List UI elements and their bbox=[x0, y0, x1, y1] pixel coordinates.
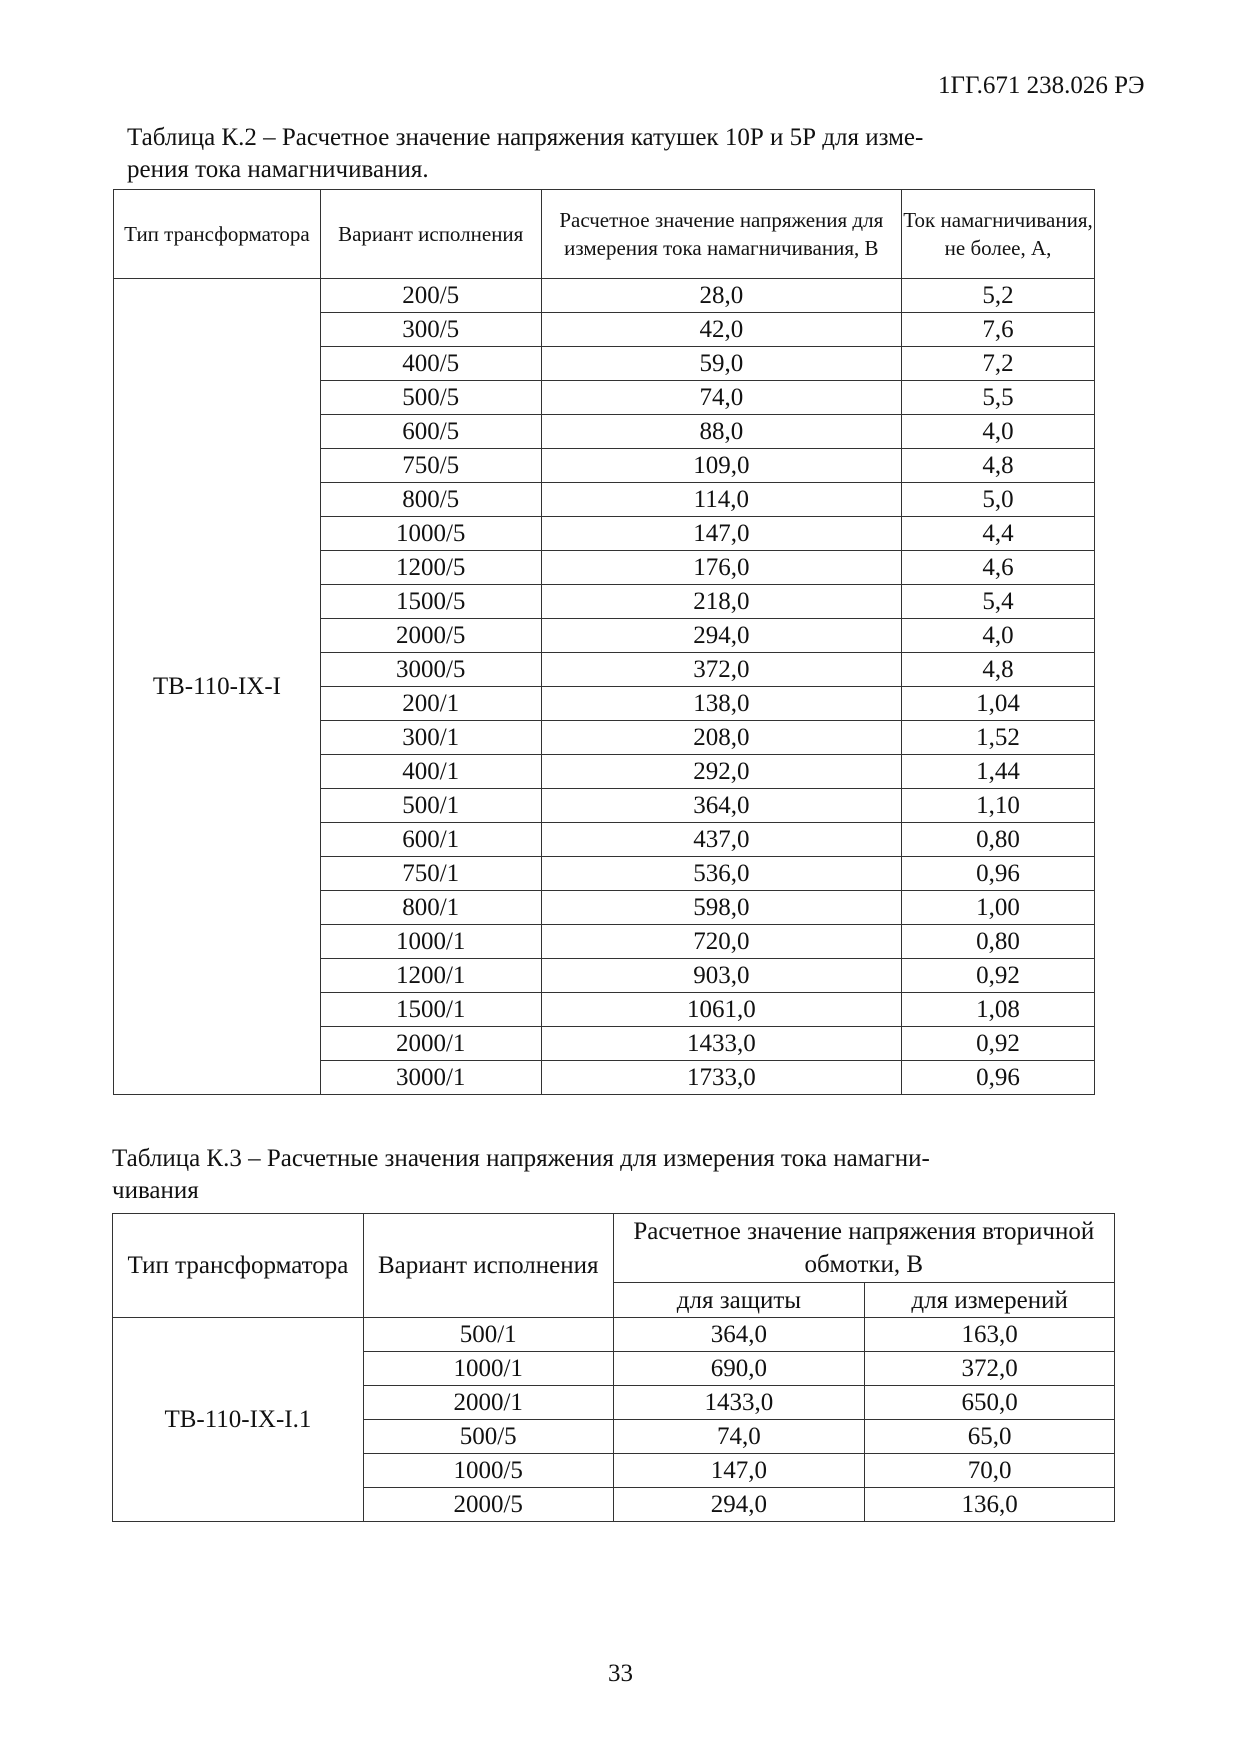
measurement-voltage-cell: 65,0 bbox=[865, 1420, 1115, 1454]
variant-cell: 2000/1 bbox=[363, 1386, 613, 1420]
variant-cell: 2000/5 bbox=[363, 1488, 613, 1522]
current-cell: 1,52 bbox=[902, 721, 1095, 755]
variant-cell: 750/1 bbox=[320, 857, 541, 891]
variant-cell: 800/1 bbox=[320, 891, 541, 925]
protection-voltage-cell: 364,0 bbox=[613, 1318, 865, 1352]
variant-cell: 1200/1 bbox=[320, 959, 541, 993]
table-row bbox=[114, 279, 1095, 313]
current-cell: 1,44 bbox=[902, 755, 1095, 789]
voltage-cell: 1433,0 bbox=[541, 1027, 902, 1061]
variant-cell: 3000/5 bbox=[320, 653, 541, 687]
variant-cell: 800/5 bbox=[320, 483, 541, 517]
current-cell: 1,04 bbox=[902, 687, 1095, 721]
table-k3-caption bbox=[112, 1143, 1112, 1207]
current-cell: 1,10 bbox=[902, 789, 1095, 823]
current-cell: 5,4 bbox=[902, 585, 1095, 619]
page-number: 33 bbox=[608, 1660, 633, 1687]
measurement-voltage-cell: 650,0 bbox=[865, 1386, 1115, 1420]
variant-cell: 500/5 bbox=[320, 381, 541, 415]
variant-cell: 1000/5 bbox=[320, 517, 541, 551]
current-cell: 0,92 bbox=[902, 959, 1095, 993]
voltage-cell: 1061,0 bbox=[541, 993, 902, 1027]
voltage-cell: 42,0 bbox=[541, 313, 902, 347]
header-voltage: Расчетное значение напряжения для измерения тока намагничивания, В bbox=[541, 190, 902, 279]
caption-line: чивания bbox=[112, 1177, 199, 1204]
voltage-cell: 292,0 bbox=[541, 755, 902, 789]
voltage-cell: 720,0 bbox=[541, 925, 902, 959]
voltage-cell: 598,0 bbox=[541, 891, 902, 925]
caption-line: Таблица К.2 – Расчетное значение напряжения катушек 10Р и 5Р для изме- bbox=[127, 124, 924, 151]
header-transformer-type: Тип трансформатора bbox=[114, 190, 321, 279]
variant-cell: 1500/1 bbox=[320, 993, 541, 1027]
current-cell: 7,2 bbox=[902, 347, 1095, 381]
measurement-voltage-cell: 163,0 bbox=[865, 1318, 1115, 1352]
header-variant: Вариант исполнения bbox=[320, 190, 541, 279]
voltage-cell: 176,0 bbox=[541, 551, 902, 585]
variant-cell: 400/1 bbox=[320, 755, 541, 789]
variant-cell: 3000/1 bbox=[320, 1061, 541, 1095]
measurement-voltage-cell: 70,0 bbox=[865, 1454, 1115, 1488]
table-header-row bbox=[113, 1214, 1115, 1283]
voltage-cell: 138,0 bbox=[541, 687, 902, 721]
protection-voltage-cell: 1433,0 bbox=[613, 1386, 865, 1420]
current-cell: 4,6 bbox=[902, 551, 1095, 585]
current-cell: 5,2 bbox=[902, 279, 1095, 313]
voltage-cell: 109,0 bbox=[541, 449, 902, 483]
variant-cell: 500/1 bbox=[320, 789, 541, 823]
variant-cell: 1000/1 bbox=[363, 1352, 613, 1386]
measurement-voltage-cell: 372,0 bbox=[865, 1352, 1115, 1386]
current-cell: 4,8 bbox=[902, 449, 1095, 483]
variant-cell: 1000/1 bbox=[320, 925, 541, 959]
header-variant: Вариант исполнения bbox=[363, 1214, 613, 1318]
voltage-cell: 114,0 bbox=[541, 483, 902, 517]
variant-cell: 1000/5 bbox=[363, 1454, 613, 1488]
table-k2-caption bbox=[127, 122, 1087, 186]
variant-cell: 500/1 bbox=[363, 1318, 613, 1352]
voltage-cell: 372,0 bbox=[541, 653, 902, 687]
protection-voltage-cell: 690,0 bbox=[613, 1352, 865, 1386]
voltage-cell: 88,0 bbox=[541, 415, 902, 449]
voltage-cell: 208,0 bbox=[541, 721, 902, 755]
current-cell: 0,80 bbox=[902, 925, 1095, 959]
current-cell: 5,0 bbox=[902, 483, 1095, 517]
voltage-cell: 28,0 bbox=[541, 279, 902, 313]
transformer-type-cell: ТВ-110-IX-I bbox=[114, 279, 321, 1095]
table-row bbox=[113, 1318, 1115, 1352]
current-cell: 1,00 bbox=[902, 891, 1095, 925]
voltage-cell: 218,0 bbox=[541, 585, 902, 619]
current-cell: 4,4 bbox=[902, 517, 1095, 551]
protection-voltage-cell: 74,0 bbox=[613, 1420, 865, 1454]
current-cell: 4,0 bbox=[902, 415, 1095, 449]
caption-line: Таблица К.3 – Расчетные значения напряжения для измерения тока намагни- bbox=[112, 1145, 930, 1172]
variant-cell: 2000/5 bbox=[320, 619, 541, 653]
header-voltage-group: Расчетное значение напряжения вторичной обмотки, В bbox=[613, 1214, 1114, 1283]
variant-cell: 750/5 bbox=[320, 449, 541, 483]
current-cell: 0,96 bbox=[902, 1061, 1095, 1095]
header-transformer-type: Тип трансформатора bbox=[113, 1214, 364, 1318]
header-protection: для защиты bbox=[613, 1283, 865, 1318]
voltage-cell: 1733,0 bbox=[541, 1061, 902, 1095]
variant-cell: 200/5 bbox=[320, 279, 541, 313]
document-code: 1ГГ.671 238.026 РЭ bbox=[938, 72, 1145, 99]
current-cell: 4,0 bbox=[902, 619, 1095, 653]
current-cell: 0,96 bbox=[902, 857, 1095, 891]
voltage-cell: 364,0 bbox=[541, 789, 902, 823]
variant-cell: 300/1 bbox=[320, 721, 541, 755]
table-k2 bbox=[113, 189, 1095, 1095]
variant-cell: 600/1 bbox=[320, 823, 541, 857]
transformer-type-cell: ТВ-110-IX-I.1 bbox=[113, 1318, 364, 1522]
variant-cell: 300/5 bbox=[320, 313, 541, 347]
voltage-cell: 536,0 bbox=[541, 857, 902, 891]
variant-cell: 500/5 bbox=[363, 1420, 613, 1454]
current-cell: 7,6 bbox=[902, 313, 1095, 347]
voltage-cell: 294,0 bbox=[541, 619, 902, 653]
variant-cell: 1200/5 bbox=[320, 551, 541, 585]
caption-line: рения тока намагничивания. bbox=[127, 156, 429, 183]
variant-cell: 2000/1 bbox=[320, 1027, 541, 1061]
current-cell: 5,5 bbox=[902, 381, 1095, 415]
protection-voltage-cell: 147,0 bbox=[613, 1454, 865, 1488]
table-k3 bbox=[112, 1213, 1115, 1522]
voltage-cell: 74,0 bbox=[541, 381, 902, 415]
variant-cell: 200/1 bbox=[320, 687, 541, 721]
current-cell: 4,8 bbox=[902, 653, 1095, 687]
voltage-cell: 437,0 bbox=[541, 823, 902, 857]
variant-cell: 600/5 bbox=[320, 415, 541, 449]
protection-voltage-cell: 294,0 bbox=[613, 1488, 865, 1522]
voltage-cell: 147,0 bbox=[541, 517, 902, 551]
variant-cell: 400/5 bbox=[320, 347, 541, 381]
header-measurement: для измерений bbox=[865, 1283, 1115, 1318]
table-header-row bbox=[114, 190, 1095, 279]
voltage-cell: 903,0 bbox=[541, 959, 902, 993]
current-cell: 1,08 bbox=[902, 993, 1095, 1027]
measurement-voltage-cell: 136,0 bbox=[865, 1488, 1115, 1522]
variant-cell: 1500/5 bbox=[320, 585, 541, 619]
header-current: Ток намагничивания, не более, А, bbox=[902, 190, 1095, 279]
current-cell: 0,92 bbox=[902, 1027, 1095, 1061]
current-cell: 0,80 bbox=[902, 823, 1095, 857]
voltage-cell: 59,0 bbox=[541, 347, 902, 381]
